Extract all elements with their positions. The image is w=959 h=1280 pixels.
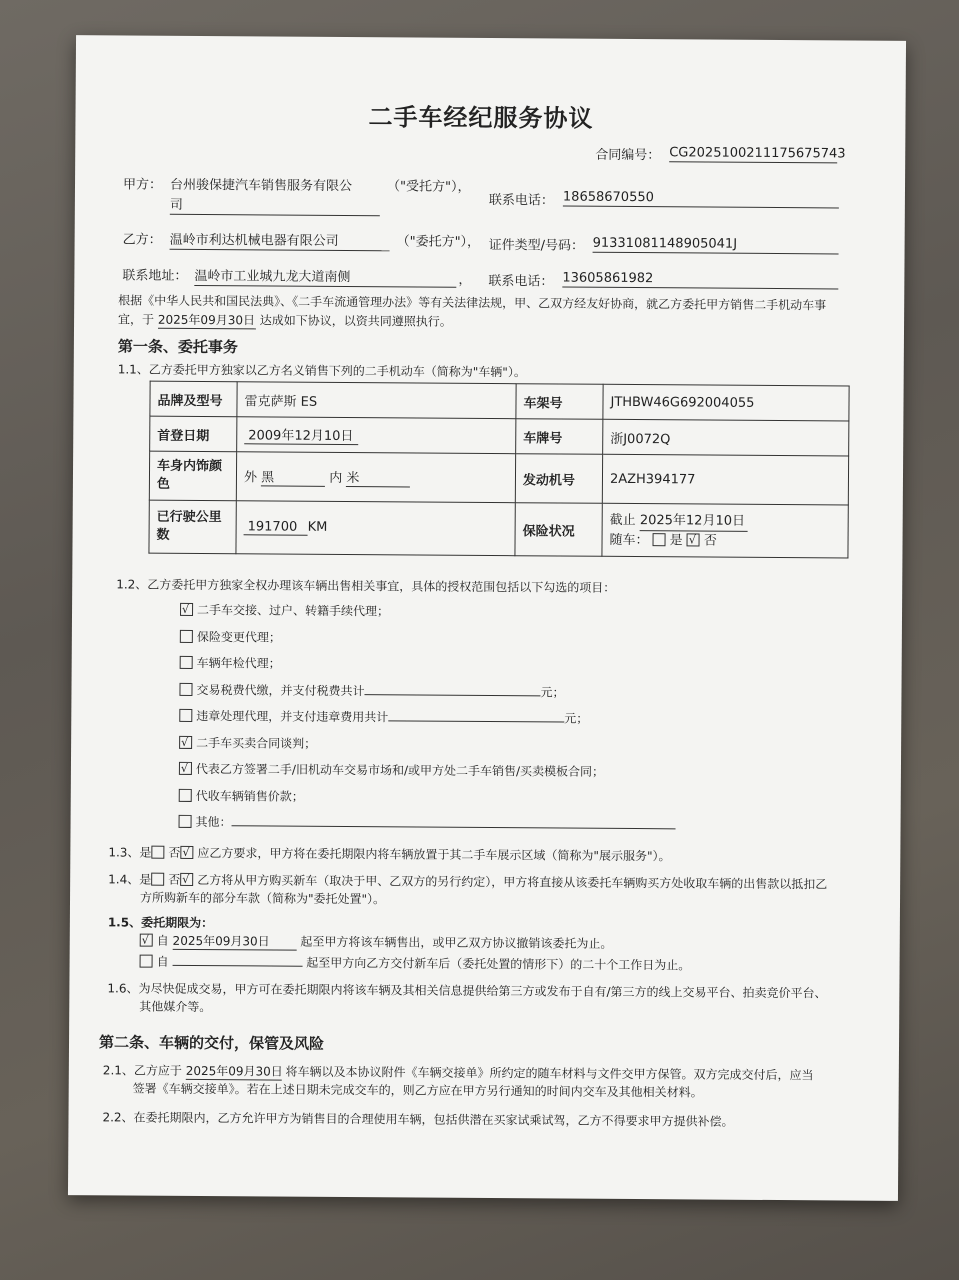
option-label-0: 二手车交接、过户、转籍手续代理； bbox=[197, 602, 390, 619]
brand-value: 雷克萨斯 ES bbox=[237, 382, 516, 419]
exterior-color: 黑 bbox=[261, 466, 325, 486]
article-1-heading: 第一条、委托事务 bbox=[117, 337, 238, 357]
clause-1-4-text-2: 方所购新车的部分车款（简称为"委托处置"）。 bbox=[139, 890, 386, 907]
clause-1-6-line1: 1.6、为尽快促成交易，甲方可在委托期限内将该车辆及其相关信息提供给第三方或发布于自有/第三方的线上交易平台、拍卖竞价平台、 bbox=[107, 981, 827, 1001]
option-label-2: 车辆年检代理； bbox=[196, 655, 281, 671]
option-item bbox=[179, 756, 676, 786]
clause-1-3-yes-checkbox[interactable] bbox=[151, 846, 164, 859]
mileage-unit: KM bbox=[307, 519, 328, 535]
preamble-line2a: 宜，于 bbox=[118, 312, 155, 327]
party-a-label: 甲方： bbox=[122, 177, 163, 193]
color-label-line1: 车身内饰颜 bbox=[156, 458, 223, 475]
term-option-1-date: 2025年09月30日 bbox=[173, 934, 297, 951]
option-item bbox=[179, 703, 676, 733]
clause-2-1-date: 2025年09月30日 bbox=[185, 1063, 283, 1079]
clause-1-3-num: 1.3、是 bbox=[108, 845, 152, 860]
plate-label: 车牌号 bbox=[516, 419, 603, 455]
insurance-until-date: 2025年12月10日 bbox=[640, 511, 748, 532]
contract-page bbox=[68, 35, 906, 1201]
option-label-3: 交易税费代缴，并支付税费共计 bbox=[196, 682, 365, 698]
party-b-address-comma: ， bbox=[458, 272, 472, 288]
clause-1-4-yes-checkbox[interactable] bbox=[151, 873, 164, 886]
clause-1-3-text: 应乙方要求，甲方将在委托期限内将车辆放置于其二手车展示区域（简称为"展示服务"）。 bbox=[197, 845, 671, 864]
option-item bbox=[180, 597, 677, 627]
party-b-phone: 13605861982 bbox=[562, 271, 838, 290]
option-label-4: 违章处理代理，并支付违章费用共计 bbox=[196, 708, 389, 725]
option-suffix-4: 元； bbox=[564, 711, 589, 726]
option-label-1: 保险变更代理； bbox=[196, 629, 281, 645]
term-option-2-from: 自 bbox=[156, 954, 169, 969]
clause-2-1-a: 2.1、乙方应于 bbox=[102, 1063, 182, 1078]
option-item bbox=[180, 623, 677, 653]
brand-label: 品牌及型号 bbox=[150, 381, 237, 417]
contract-no: CG2025100211175675743 bbox=[669, 145, 846, 162]
option-item bbox=[179, 782, 676, 812]
vehicle-info-table bbox=[148, 381, 849, 559]
clause-1-5-heading: 1.5、委托期限为： bbox=[107, 915, 214, 931]
clause-1-4-no-checkbox[interactable] bbox=[180, 873, 193, 886]
option-label-6: 代表乙方签署二手/旧机动车交易市场和/或甲方处二手车销售/买卖模板合同； bbox=[195, 761, 605, 779]
term-option-2-text: 起至甲方向乙方交付新车后（委托处置的情形下）的二十个工作日为止。 bbox=[306, 955, 691, 973]
clause-1-2: 1.2、乙方委托甲方独家全权办理该车辆出售相关事宜，具体的授权范围包括以下勾选的项目： bbox=[116, 577, 616, 595]
mileage-label-line1: 已行驶公里 bbox=[156, 509, 222, 526]
option-checkbox-8[interactable] bbox=[179, 815, 192, 828]
engine-label: 发动机号 bbox=[515, 454, 602, 504]
insurance-with-car-label: 随车： bbox=[609, 532, 649, 548]
option-checkbox-3[interactable] bbox=[179, 682, 192, 695]
term-option-1-checkbox[interactable] bbox=[140, 934, 153, 947]
contract-no-label: 合同编号： bbox=[595, 147, 661, 164]
clause-1-6-line2: 其他媒介等。 bbox=[139, 999, 212, 1015]
party-b-name: 温岭市利达机械电器有限公司 bbox=[170, 233, 390, 252]
option-label-7: 代收车辆销售价款； bbox=[195, 788, 304, 804]
clause-1-3-fou: 否 bbox=[168, 845, 181, 860]
color-label bbox=[149, 451, 236, 501]
party-a-phone-label: 联系电话： bbox=[488, 193, 554, 209]
preamble-line2b: 达成如下协议，以资共同遵照执行。 bbox=[259, 313, 452, 329]
party-a-role: （"受托方"）， bbox=[386, 179, 471, 195]
term-option-1-text: 起至甲方将该车辆售出，或甲乙双方协议撤销该委托为止。 bbox=[300, 934, 613, 951]
party-b-id-no: 91331081148905041J bbox=[593, 236, 839, 255]
vin-label: 车架号 bbox=[516, 384, 603, 420]
authorization-options bbox=[178, 597, 677, 839]
option-checkbox-2[interactable] bbox=[180, 656, 193, 669]
party-a-phone: 18658670550 bbox=[563, 190, 839, 209]
clause-2-1-b: 将车辆以及本协议附件《车辆交接单》所约定的随车材料与文件交甲方保管。双方完成交付后，应当 bbox=[285, 1064, 814, 1083]
party-b-label: 乙方： bbox=[122, 232, 162, 248]
option-checkbox-7[interactable] bbox=[179, 788, 192, 801]
clause-1-4-fou: 否 bbox=[168, 872, 181, 887]
engine-value: 2AZH394177 bbox=[602, 454, 848, 505]
option-label-5: 二手车买卖合同谈判； bbox=[196, 735, 317, 751]
option-suffix-3: 元； bbox=[540, 684, 565, 700]
exterior-label: 外 bbox=[243, 470, 258, 486]
clause-1-1: 1.1、乙方委托甲方独家以乙方名义销售下列的二手机动车（简称为"车辆"）。 bbox=[117, 362, 526, 380]
violation-amount-blank[interactable] bbox=[388, 708, 564, 722]
party-b-address-label: 联系地址： bbox=[122, 268, 188, 284]
mileage-label bbox=[149, 500, 236, 554]
option-checkbox-1[interactable] bbox=[180, 629, 193, 642]
vin-value: JTHBW46G692004055 bbox=[603, 384, 849, 421]
insurance-no-checkbox[interactable] bbox=[687, 533, 700, 546]
interior-color: 米 bbox=[346, 467, 410, 487]
clause-1-4-text-1: 乙方将从甲方购买新车（取决于甲、乙双方的另行约定），甲方将直接从该委托车辆购买方处收取车辆的出售款以抵扣乙 bbox=[197, 872, 828, 892]
option-item bbox=[179, 676, 676, 706]
clause-1-4-num: 1.4、是 bbox=[108, 872, 152, 887]
term-option-2-date-blank[interactable] bbox=[172, 953, 302, 967]
mileage-label-line2: 数 bbox=[156, 527, 170, 543]
option-checkbox-0[interactable] bbox=[180, 603, 193, 616]
party-b-id-label: 证件类型/号码： bbox=[488, 238, 585, 254]
reg-date-value: 2009年12月10日 bbox=[244, 424, 358, 445]
term-option-2-checkbox[interactable] bbox=[140, 955, 153, 968]
insurance-until-label: 截止 bbox=[609, 512, 636, 528]
clause-1-3-no-checkbox[interactable] bbox=[180, 846, 193, 859]
insurance-no-label: 否 bbox=[703, 533, 717, 549]
insurance-yes-checkbox[interactable] bbox=[653, 533, 666, 546]
option-checkbox-4[interactable] bbox=[179, 709, 192, 722]
other-blank[interactable] bbox=[232, 813, 676, 829]
insurance-yes-label: 是 bbox=[669, 532, 683, 548]
preamble-date: 2025年09月30日 bbox=[158, 313, 256, 330]
option-item bbox=[178, 809, 675, 839]
plate-value: 浙J0072Q bbox=[603, 419, 849, 456]
preamble-line1: 根据《中华人民共和国民法典》、《二手车流通管理办法》等有关法律法规，甲、乙双方经友好协商，就乙方委托甲方销售二手机动车事 bbox=[118, 293, 827, 313]
clause-2-1-c: 签署《车辆交接单》。若在上述日期未完成交车的，则乙方应在甲方另行通知的时间内交车及其他相关材料。 bbox=[132, 1081, 703, 1100]
reg-date-label: 首登日期 bbox=[150, 416, 237, 452]
party-a-name-line1: 台州骏保捷汽车销售服务有限公 bbox=[169, 177, 353, 195]
mileage-value: 191700 bbox=[244, 519, 308, 535]
party-b-phone-label: 联系电话： bbox=[488, 274, 554, 290]
party-b-role: （"委托方"）， bbox=[396, 234, 481, 250]
option-label-8: 其他： bbox=[195, 814, 232, 830]
page-title: 二手车经纪服务协议 bbox=[368, 103, 594, 133]
insurance-label: 保险状况 bbox=[515, 503, 602, 557]
color-label-line2: 色 bbox=[156, 476, 170, 492]
option-checkbox-6[interactable] bbox=[179, 762, 192, 775]
tax-amount-blank[interactable] bbox=[364, 682, 540, 696]
option-item bbox=[179, 729, 676, 759]
option-item bbox=[180, 650, 677, 680]
interior-label: 内 bbox=[329, 470, 343, 486]
clause-2-2: 2.2、在委托期限内，乙方允许甲方为销售目的合理使用车辆，包括供潜在买家试乘试驾，乙方不得要求甲方提供补偿。 bbox=[102, 1110, 734, 1129]
term-option-1-from: 自 bbox=[156, 933, 169, 948]
party-b-address: 温岭市工业城九龙大道南侧 bbox=[194, 269, 456, 288]
party-a-name-line2: 司 bbox=[170, 198, 380, 216]
option-checkbox-5[interactable] bbox=[179, 735, 192, 748]
article-2-heading: 第二条、车辆的交付，保管及风险 bbox=[98, 1033, 325, 1053]
